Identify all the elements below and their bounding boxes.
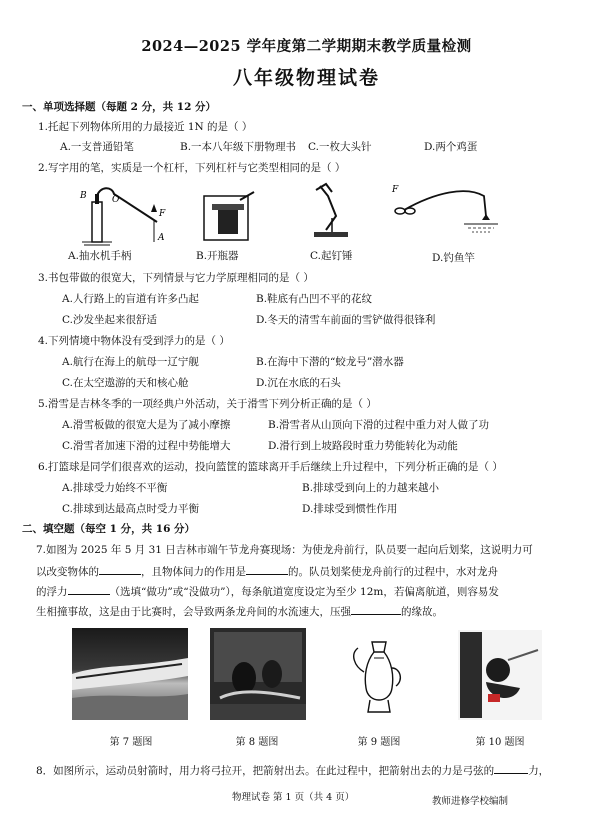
q2-figure-c-claw-hammer — [306, 180, 356, 246]
fig10-caption: 第 10 题图 — [475, 737, 525, 748]
q7-blank-1[interactable] — [99, 564, 141, 575]
q2-option-a: A.抽水机手柄 — [68, 250, 132, 262]
q4-option-d: D.沉在水底的石头 — [256, 377, 341, 389]
q6-option-b: B.排球受到向上的力越来越小 — [302, 482, 440, 494]
q7-blank-3[interactable] — [68, 584, 110, 595]
q2-fig-label-b: B — [80, 191, 87, 201]
q7-blank-4[interactable] — [351, 604, 401, 615]
q1-stem: 1.托起下列物体所用的力最接近 1N 的是（ ） — [38, 121, 253, 133]
q3-stem: 3.书包带做的很宽大，下列情景与它力学原理相同的是（ ） — [38, 272, 314, 284]
q6-option-c: C.排球到达最高点时受力平衡 — [62, 503, 199, 515]
exam-subtitle: 八年级物理试卷 — [232, 67, 380, 89]
q1-option-a: A.一支普通铅笔 — [60, 141, 134, 153]
q5-option-a: A.滑雪板做的很宽大是为了减小摩擦 — [62, 419, 231, 431]
fig10-photo — [458, 630, 542, 720]
q8-blank-1[interactable] — [494, 763, 528, 774]
page-footer-publisher: 教师进修学校编制 — [432, 796, 509, 807]
q7-line3-b: （选填“做功”或“没做功”），每条航道宽度设定为至少 12m，若偏离航道，则容易发 — [109, 586, 499, 598]
q7-line4-b: 的缘故。 — [401, 606, 443, 618]
q1-option-b: B.一本八年级下册物理书 — [180, 141, 297, 153]
q3-option-a: A.人行路上的盲道有许多凸起 — [62, 293, 199, 305]
fig7-dragon-boat-photo — [72, 628, 188, 720]
section1-heading: 一、单项选择题（每题 2 分，共 12 分） — [22, 101, 217, 113]
fig8-archery-photo — [210, 628, 306, 720]
q2-figure-b-bottle-opener — [198, 186, 258, 244]
q2-figure-a-pump-handle — [62, 182, 172, 246]
q7-line2 — [36, 564, 498, 579]
q2-option-b: B.开瓶器 — [196, 250, 239, 262]
q3-option-c: C.沙发坐起来很舒适 — [62, 314, 157, 326]
q4-stem: 4.下列情境中物体没有受到浮力的是（ ） — [38, 335, 230, 347]
q1-option-c: C.一枚大头针 — [308, 141, 372, 153]
q7-line1: 7.如图为 2025 年 5 月 31 日吉林市端午节龙舟赛现场：为使龙舟前行，队员要一起向后划桨，这说明力可 — [36, 544, 533, 556]
q1-option-d: D.两个鸡蛋 — [424, 141, 478, 153]
q7-line2-a: 以改变物体的 — [36, 566, 99, 578]
q4-option-c: C.在太空遨游的天和核心舱 — [62, 377, 189, 389]
q4-option-a: A.航行在海上的航母一辽宁舰 — [62, 356, 199, 368]
q2-figure-d-fishing-rod — [386, 180, 506, 246]
q2-fig-label-f: F — [159, 209, 166, 219]
q5-option-c: C.滑雪者加速下滑的过程中势能增大 — [62, 440, 231, 452]
q2-option-d: D.钓鱼竿 — [432, 252, 475, 264]
q3-option-b: B.鞋底有凸凹不平的花纹 — [256, 293, 373, 305]
page-footer-number: 物理试卷 第 1 页（共 4 页） — [232, 792, 355, 803]
q2-option-c: C.起钉锤 — [310, 250, 353, 262]
q8-stem: 8．如图所示，运动员射箭时，用力将弓拉开，把箭射出去。在此过程中，把箭射出去的力是弓弦的 — [36, 765, 495, 777]
q6-option-d: D.排球受到惯性作用 — [302, 503, 398, 515]
q2-fig-label-a: A — [158, 233, 165, 243]
q6-stem: 6.打篮球是同学们很喜欢的运动，投向篮筐的篮球离开手后继续上升过程中，下列分析正确的是（ ） — [38, 461, 503, 473]
q7-blank-2[interactable] — [246, 564, 288, 575]
q7-line2-b: ，且物体间力的作用是 — [141, 566, 246, 578]
q5-option-b: B.滑雪者从山顶向下滑的过程中重力对人做了功 — [268, 419, 490, 431]
q6-option-a: A.排球受力始终不平衡 — [62, 482, 168, 494]
q4-option-b: B.在海中下潜的“蛟龙号”潜水器 — [256, 356, 404, 368]
q5-option-d: D.滑行到上坡路段时重力势能转化为动能 — [268, 440, 458, 452]
q8-line — [36, 763, 549, 778]
fig9-teapot-drawing — [344, 632, 414, 724]
q7-line4-a: 生相撞事故，这是由于比赛时，会导致两条龙舟间的水流速大，压强 — [36, 606, 351, 618]
q8-tail: 力， — [528, 765, 550, 777]
q5-stem: 5.滑雪是吉林冬季的一项经典户外活动，关于滑雪下列分析正确的是（ ） — [38, 398, 377, 410]
q3-option-d: D.冬天的清雪车前面的雪铲做得很锋利 — [256, 314, 436, 326]
exam-title: 2024—2025 学年度第二学期期末教学质量检测 — [141, 38, 472, 55]
fig9-caption: 第 9 题图 — [357, 737, 401, 748]
q7-line2-c: 的。队员划桨使龙舟前行的过程中，水对龙舟 — [288, 566, 498, 578]
q7-line3 — [36, 584, 499, 599]
q7-line3-a: 的浮力 — [36, 586, 68, 598]
q2-fig-label-o: O — [112, 195, 120, 205]
q7-line4 — [36, 604, 443, 619]
fig8-caption: 第 8 题图 — [235, 737, 279, 748]
q2-stem: 2.写字用的笔，实质是一个杠杆，下列杠杆与它类型相同的是（ ） — [38, 162, 346, 174]
fig7-caption: 第 7 题图 — [109, 737, 153, 748]
section2-heading: 二、填空题（每空 1 分，共 16 分） — [22, 523, 196, 535]
q2-fig-label-f-rod: F — [392, 185, 399, 195]
